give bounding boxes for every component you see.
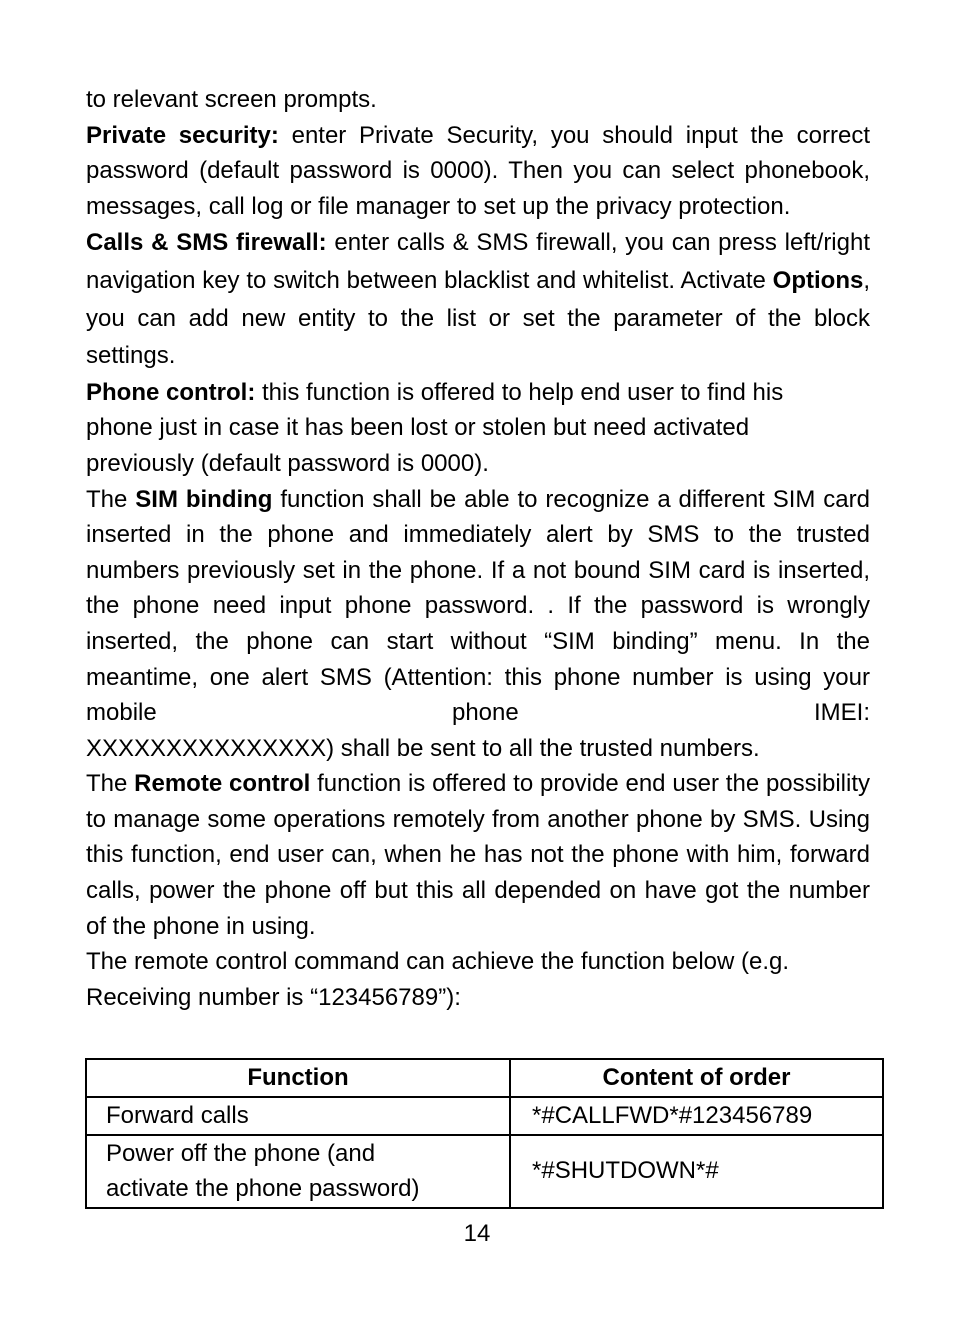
private-security-label: Private security:	[86, 121, 279, 149]
firewall-label: Calls & SMS firewall:	[86, 229, 327, 257]
cell-function-line-2: activate the phone password)	[106, 1175, 420, 1202]
header-content-of-order: Content of order	[510, 1059, 883, 1097]
private-security-paragraph	[86, 118, 870, 225]
cell-function: Forward calls	[86, 1097, 510, 1135]
firewall-text-2: , you can add new entity to the list or set the parameter of the block settings.	[86, 266, 870, 370]
table-header-row	[86, 1059, 883, 1097]
remote-control-label: Remote control	[134, 770, 311, 798]
phone-control-line-2: phone just in case it has been lost or stolen but need activated	[86, 414, 750, 442]
page-body	[86, 82, 870, 1015]
sim-binding-last-line: XXXXXXXXXXXXXXX) shall be sent to all the trusted numbers.	[86, 734, 760, 762]
header-function: Function	[86, 1059, 510, 1097]
sim-binding-paragraph	[86, 482, 870, 731]
phone-control-label: Phone control:	[86, 378, 256, 406]
cell-function	[86, 1135, 510, 1208]
cell-content: *#CALLFWD*#123456789	[510, 1097, 883, 1135]
cell-content: *#SHUTDOWN*#	[510, 1135, 883, 1208]
phone-control-line-3: previously (default password is 0000).	[86, 449, 489, 477]
private-security-text: enter Private Security, you should input the correct password (default password is 0000). Then you can select phonebook, messages, call log or file manager to set up the privacy protection.	[86, 121, 870, 220]
sim-binding-label: SIM binding	[135, 485, 273, 513]
remote-intro-paragraph	[86, 944, 870, 1015]
sim-binding-text: function shall be able to recognize a different SIM card inserted in the phone and immediately alert by SMS to the trusted numbers previously set in the phone. If a not bound SIM card is inserted, the phone need input phone password. . If the password is wrongly inserted, the phone can start without “SIM binding” menu. In the meantime, one alert SMS (Attention: this phone number is using your mobile phone IMEI:	[86, 485, 870, 727]
remote-command-table	[85, 1058, 884, 1209]
phone-control-line-1: this function is offered to help end user to find his	[255, 378, 784, 406]
cell-function-line-1: Power off the phone (and	[106, 1139, 376, 1167]
firewall-options-label: Options	[772, 266, 864, 294]
table-row	[86, 1097, 883, 1135]
lead-paragraph: to relevant screen prompts.	[86, 86, 377, 113]
page-number: 14	[463, 1220, 491, 1247]
sim-binding-pre: The	[86, 485, 136, 513]
remote-control-pre: The	[86, 770, 135, 798]
phone-control-paragraph	[86, 375, 870, 482]
firewall-text-1: enter calls & SMS firewall, you can press left/right navigation key to switch between blacklist and whitelist. Activate	[86, 229, 870, 294]
remote-control-paragraph	[86, 766, 870, 944]
table-row	[86, 1135, 883, 1208]
remote-intro-line-1: The remote control command can achieve the function below (e.g.	[86, 948, 790, 976]
remote-control-text: function is offered to provide end user the possibility to manage some operations remotely from another phone by SMS. Using this function, end user can, when he has not the phone with him, forward calls, power the phone off but this all depended on have got the number of the phone in using.	[86, 770, 871, 940]
firewall-paragraph	[86, 224, 870, 374]
remote-intro-line-2: Receiving number is “123456789”):	[86, 983, 461, 1011]
